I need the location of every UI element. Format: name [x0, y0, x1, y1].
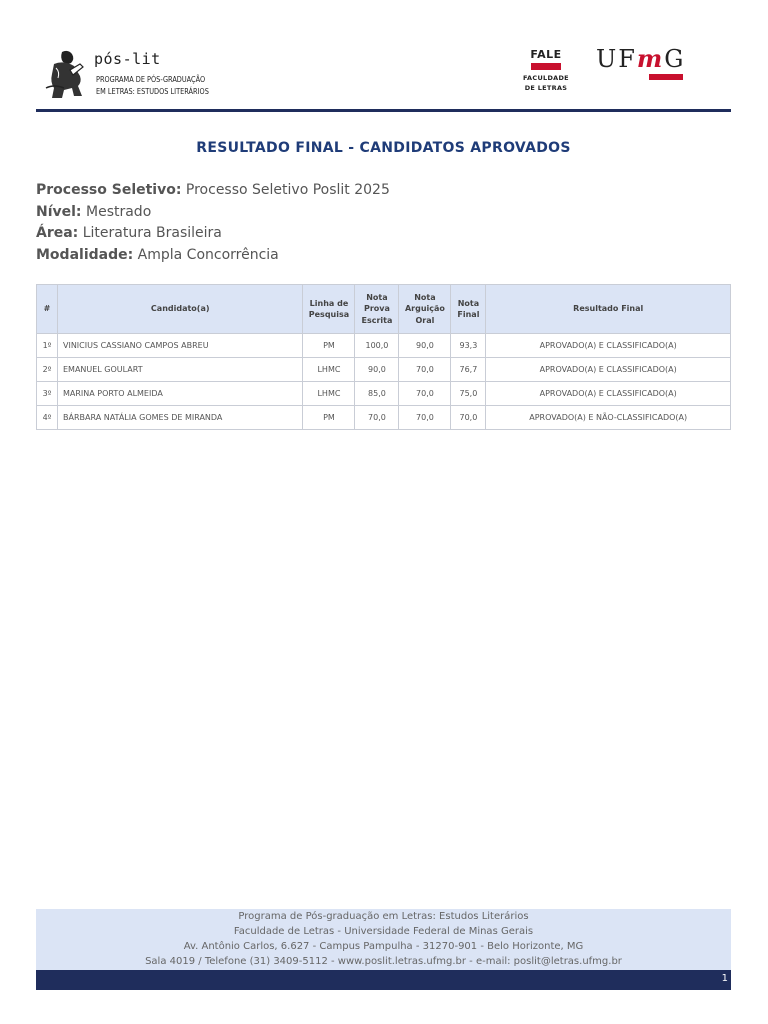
cell-nota-final: 93,3 — [451, 334, 486, 358]
ufmg-wordmark — [596, 44, 721, 73]
cell-result: APROVADO(A) E CLASSIFICADO(A) — [486, 358, 731, 382]
cell-candidate: VINICIUS CASSIANO CAMPOS ABREU — [57, 334, 302, 358]
footer-address: Av. Antônio Carlos, 6.627 - Campus Pampulha - 31270-901 - Belo Horizonte, MG — [183, 941, 584, 952]
table-row — [37, 334, 731, 358]
results-table — [36, 284, 731, 430]
info-processo — [36, 180, 390, 202]
cell-nota-oral: 90,0 — [399, 334, 451, 358]
reader-figure-icon — [40, 48, 88, 98]
page-header — [36, 40, 731, 110]
cell-candidate: MARINA PORTO ALMEIDA — [57, 382, 302, 406]
poslit-subtitle-line1: PROGRAMA DE PÓS-GRADUAÇÃO — [96, 75, 206, 84]
ufmg-letter-g: G — [664, 45, 686, 73]
cell-rank: 3º — [37, 382, 58, 406]
modalidade-value: Ampla Concorrência — [137, 246, 279, 263]
header-rank: # — [37, 285, 58, 334]
header-nota-oral — [399, 285, 451, 334]
table-row — [37, 382, 731, 406]
cell-linha: LHMC — [303, 358, 355, 382]
poslit-subtitle-line2: EM LETRAS: ESTUDOS LITERÁRIOS — [96, 87, 209, 96]
footer-contact: Sala 4019 / Telefone (31) 3409-5112 - www.poslit.letras.ufmg.br - e-mail: poslit@letras.ufmg.br — [145, 956, 622, 967]
cell-nota-escrita: 70,0 — [355, 406, 399, 430]
area-label: Área: — [36, 225, 79, 241]
header-escrita-line3: Escrita — [361, 315, 393, 325]
header-divider — [36, 109, 731, 112]
cell-nota-oral: 70,0 — [399, 406, 451, 430]
cell-nota-oral: 70,0 — [399, 358, 451, 382]
header-linha-line2: Pesquisa — [308, 310, 350, 319]
process-info — [36, 180, 390, 266]
fale-red-bar — [531, 63, 561, 70]
info-modalidade — [36, 245, 390, 267]
cell-candidate: EMANUEL GOULART — [57, 358, 302, 382]
fale-logo — [516, 48, 576, 93]
header-final-line1: Nota — [457, 298, 480, 308]
table-row — [37, 406, 731, 430]
cell-nota-final: 76,7 — [451, 358, 486, 382]
page-footer — [36, 909, 731, 970]
fale-title: FALE — [530, 48, 562, 61]
cell-nota-escrita: 100,0 — [355, 334, 399, 358]
cell-rank: 4º — [37, 406, 58, 430]
ufmg-logo — [596, 44, 721, 84]
fale-subtitle-line1: FACULDADE — [523, 74, 569, 82]
table-header-row — [37, 285, 731, 334]
ufmg-red-bar — [649, 74, 683, 80]
cell-result: APROVADO(A) E CLASSIFICADO(A) — [486, 382, 731, 406]
cell-nota-oral: 70,0 — [399, 382, 451, 406]
processo-value: Processo Seletivo Poslit 2025 — [185, 182, 390, 198]
cell-nota-final: 70,0 — [451, 406, 486, 430]
header-oral-line2: Arguição — [404, 304, 445, 314]
cell-linha: PM — [303, 334, 355, 358]
header-oral-line3: Oral — [415, 315, 435, 325]
nivel-value: Mestrado — [86, 203, 152, 220]
page-number: 1 — [721, 973, 728, 984]
cell-candidate: BÁRBARA NATÁLIA GOMES DE MIRANDA — [57, 406, 302, 430]
ufmg-letter-m: m — [636, 44, 665, 73]
document-title: RESULTADO FINAL - CANDIDATOS APROVADOS — [196, 140, 571, 156]
header-final-line2: Final — [457, 310, 480, 319]
footer-faculty: Faculdade de Letras - Universidade Federal de Minas Gerais — [233, 926, 534, 937]
poslit-subtitle — [96, 74, 209, 98]
info-nivel — [36, 202, 390, 224]
header-nota-final — [451, 285, 486, 334]
cell-rank: 1º — [37, 334, 58, 358]
cell-result: APROVADO(A) E CLASSIFICADO(A) — [486, 334, 731, 358]
header-linha-line1: Linha de — [309, 298, 349, 308]
cell-result: APROVADO(A) E NÃO-CLASSIFICADO(A) — [486, 406, 731, 430]
footer-bar — [36, 970, 731, 990]
area-value: Literatura Brasileira — [82, 225, 222, 241]
footer-program: Programa de Pós-graduação em Letras: Estudos Literários — [238, 911, 529, 922]
ufmg-letter-u: U — [596, 45, 619, 73]
nivel-label: Nível: — [36, 203, 82, 220]
info-area — [36, 223, 390, 245]
header-result: Resultado Final — [486, 285, 731, 334]
modalidade-label: Modalidade: — [36, 246, 134, 263]
fale-subtitle-line2: DE LETRAS — [524, 84, 568, 92]
cell-nota-escrita: 90,0 — [355, 358, 399, 382]
ufmg-letter-f: F — [618, 45, 637, 73]
poslit-logo — [40, 46, 215, 102]
cell-nota-final: 75,0 — [451, 382, 486, 406]
cell-linha: LHMC — [303, 382, 355, 406]
table-row — [37, 358, 731, 382]
processo-label: Processo Seletivo: — [36, 182, 182, 198]
cell-rank: 2º — [37, 358, 58, 382]
header-linha — [303, 285, 355, 334]
cell-linha: PM — [303, 406, 355, 430]
header-escrita-line1: Nota — [366, 292, 388, 302]
header-candidate: Candidato(a) — [57, 285, 302, 334]
header-oral-line1: Nota — [414, 292, 436, 302]
header-nota-escrita — [355, 285, 399, 334]
header-escrita-line2: Prova — [363, 304, 390, 314]
poslit-name: pós-lit — [94, 50, 161, 68]
cell-nota-escrita: 85,0 — [355, 382, 399, 406]
